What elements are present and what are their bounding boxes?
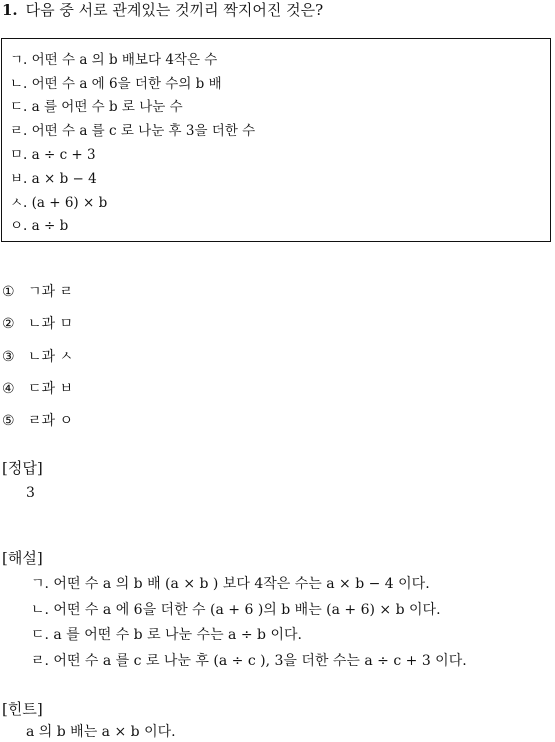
explanation-heading: [해설] <box>2 549 43 567</box>
explanation-line-3: ㄷ. a 를 어떤 수 b 로 나눈 수는 a ÷ b 이다. <box>31 627 302 643</box>
question-number: 1. <box>2 1 18 19</box>
box-item-2: ㄴ. 어떤 수 a 에 6을 더한 수의 b 배 <box>10 76 222 92</box>
box-item-5: ㅁ. a ÷ c + 3 <box>10 147 96 163</box>
box-item-6: ㅂ. a × b − 4 <box>10 171 97 187</box>
choice-3[interactable] <box>2 347 73 367</box>
box-item-7: ㅅ. (a + 6) × b <box>10 195 108 211</box>
choice-5-mark: ⑤ <box>2 413 15 429</box>
box-item-1: ㄱ. 어떤 수 a 의 b 배보다 4작은 수 <box>10 52 218 68</box>
choice-1-mark: ① <box>2 284 15 300</box>
choice-4[interactable] <box>2 379 73 399</box>
choice-3-mark: ③ <box>2 349 15 365</box>
choice-5-text: ㄹ과 ㅇ <box>28 413 74 429</box>
choice-1-text: ㄱ과 ㄹ <box>28 284 74 300</box>
question-text: 다음 중 서로 관계있는 것끼리 짝지어진 것은? <box>25 1 324 19</box>
choice-4-text: ㄷ과 ㅂ <box>28 381 74 397</box>
box-item-8: ㅇ. a ÷ b <box>10 218 69 234</box>
choice-2-mark: ② <box>2 316 15 332</box>
choice-2-text: ㄴ과 ㅁ <box>28 316 74 332</box>
explanation-line-2: ㄴ. 어떤 수 a 에 6을 더한 수 (a + 6 )의 b 배는 (a + 6) × b 이다. <box>31 602 441 618</box>
condition-box <box>1 38 551 242</box>
answer-value: 3 <box>26 485 35 501</box>
question-title <box>2 0 323 20</box>
choice-4-mark: ④ <box>2 381 15 397</box>
choice-2[interactable] <box>2 314 73 334</box>
choice-3-text: ㄴ과 ㅅ <box>28 349 74 365</box>
choice-1[interactable] <box>2 282 73 302</box>
box-item-4: ㄹ. 어떤 수 a 를 c 로 나눈 후 3을 더한 수 <box>10 123 256 139</box>
answer-heading: [정답] <box>2 459 43 477</box>
explanation-line-4: ㄹ. 어떤 수 a 를 c 로 나눈 후 (a ÷ c ), 3을 더한 수는 a ÷ c + 3 이다. <box>31 653 467 669</box>
choice-5[interactable] <box>2 411 73 431</box>
explanation-line-1: ㄱ. 어떤 수 a 의 b 배 (a × b ) 보다 4작은 수는 a × b − 4 이다. <box>31 576 430 592</box>
hint-heading: [힌트] <box>2 700 43 718</box>
box-item-3: ㄷ. a 를 어떤 수 b 로 나눈 수 <box>10 99 183 115</box>
hint-text: a 의 b 배는 a × b 이다. <box>26 724 176 740</box>
